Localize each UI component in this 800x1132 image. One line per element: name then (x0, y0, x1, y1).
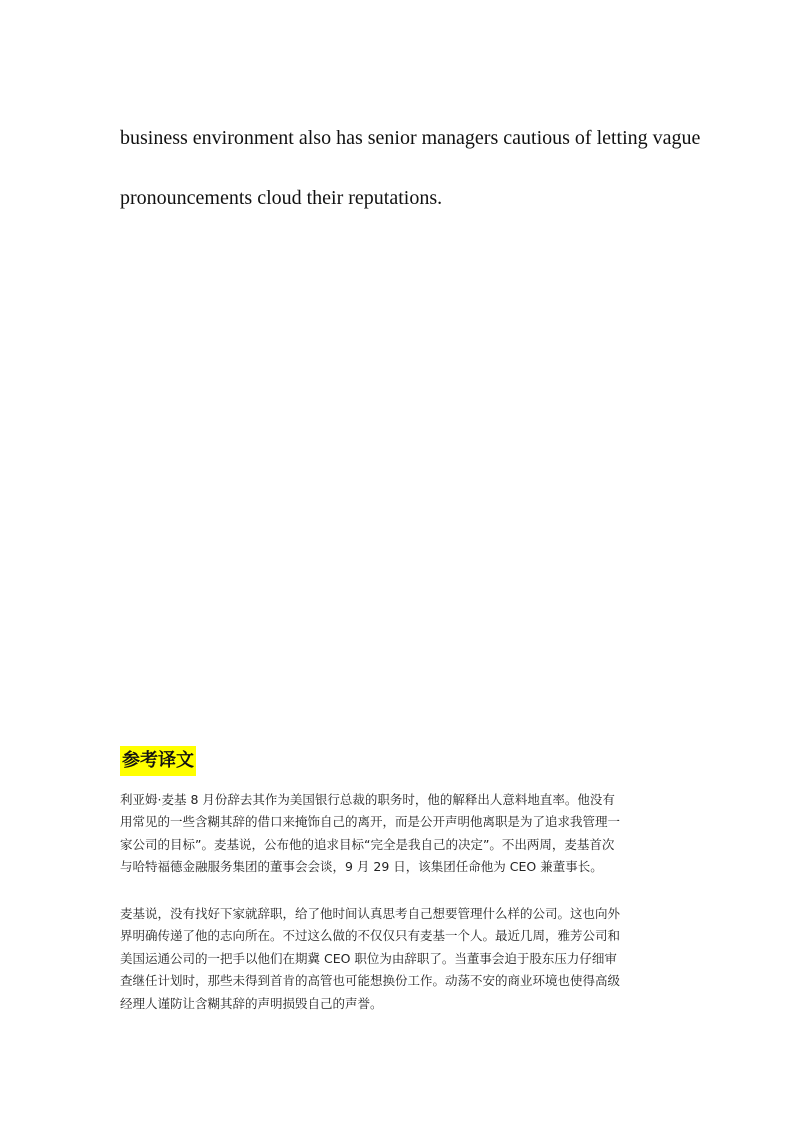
paragraph-line: 与哈特福德金融服务集团的董事会会谈，9 月 29 日，该集团任命他为 CEO 兼董事长。 (120, 859, 603, 875)
paragraph-line: 美国运通公司的一把手以他们在期冀 CEO 职位为由辞职了。当董事会迫于股东压力仔细审 (120, 950, 617, 966)
paragraph-line: 家公司的目标”。麦基说，公布他的追求目标“完全是我自己的决定”。不出两周，麦基首次 (120, 836, 615, 852)
english-line: business environment also has senior managers cautious of letting vague (120, 127, 701, 149)
paragraph-line: 利亚姆·麦基 8 月份辞去其作为美国银行总裁的职务时，他的解释出人意料地直率。他没有 (120, 792, 615, 807)
paragraph-line: 用常见的一些含糊其辞的借口来掩饰自己的离开，而是公开声明他离职是为了追求我管理一 (120, 814, 621, 830)
english-text-block (120, 108, 710, 228)
translation-heading: 参考译文 (120, 746, 196, 776)
paragraph-line: 麦基说，没有找好下家就辞职，给了他时间认真思考自己想要管理什么样的公司。这也向外 (120, 906, 621, 921)
translation-heading-wrap (120, 746, 196, 776)
paragraph-line: 界明确传递了他的志向所在。不过这么做的不仅仅只有麦基一个人。最近几周，雅芳公司和 (120, 928, 621, 944)
paragraph-line: 经理人谨防让含糊其辞的声明损毁自己的声誉。 (120, 995, 383, 1011)
translation-paragraph-2 (120, 903, 690, 1015)
english-line: pronouncements cloud their reputations. (120, 187, 443, 209)
translation-paragraph-1 (120, 789, 690, 879)
paragraph-line: 查继任计划时，那些未得到首肯的高管也可能想换份工作。动荡不安的商业环境也使得高级 (120, 973, 621, 989)
